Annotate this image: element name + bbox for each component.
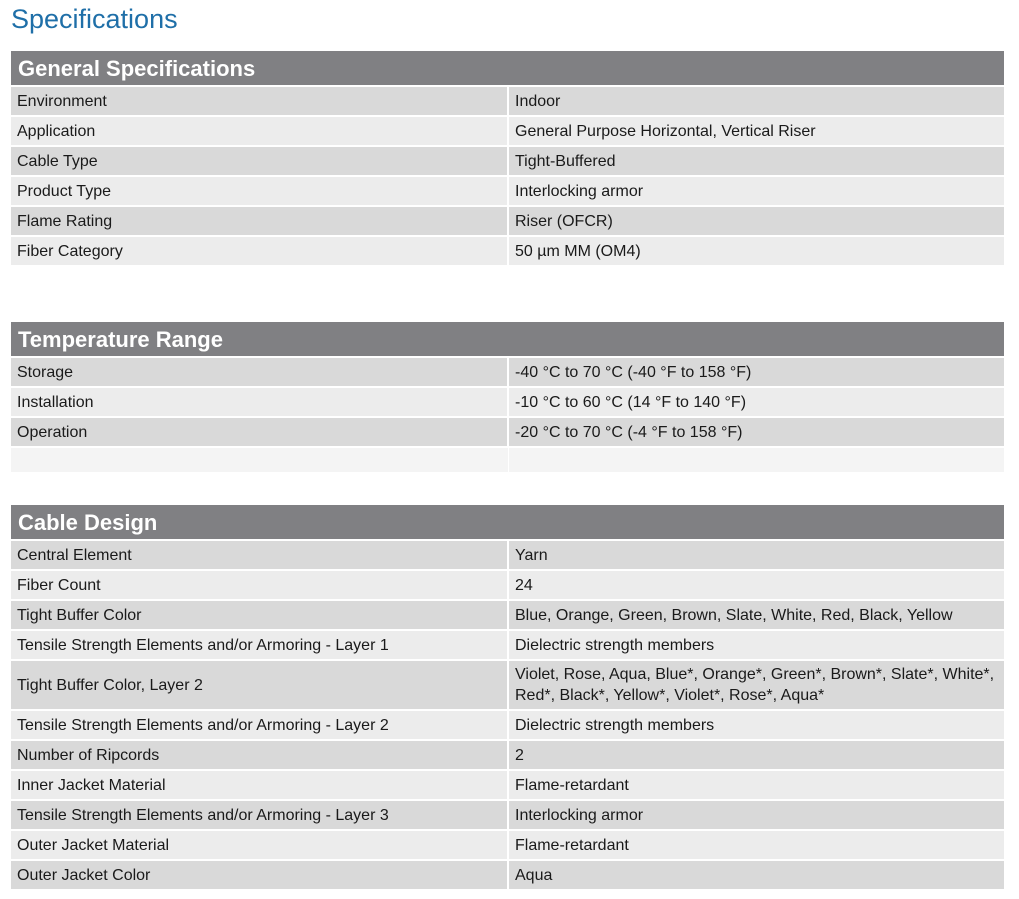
spec-table: [11, 87, 1004, 267]
spec-label: Tight Buffer Color: [11, 600, 508, 630]
spec-label: Installation: [11, 387, 508, 417]
spec-value: Tight-Buffered: [508, 146, 1004, 176]
spec-value: Indoor: [508, 87, 1004, 116]
spec-table: [11, 541, 1004, 891]
table-row: [11, 710, 1004, 740]
spec-label: Number of Ripcords: [11, 740, 508, 770]
table-row: [11, 570, 1004, 600]
spec-value: 24: [508, 570, 1004, 600]
spec-label: Fiber Count: [11, 570, 508, 600]
table-row: [11, 800, 1004, 830]
table-row: [11, 87, 1004, 116]
spec-label: Central Element: [11, 541, 508, 570]
section-temperature-range: [11, 322, 1004, 474]
spec-label: Operation: [11, 417, 508, 447]
spacer-cell: [508, 447, 1004, 473]
table-row: [11, 541, 1004, 570]
spec-value: Flame-retardant: [508, 830, 1004, 860]
table-row: [11, 860, 1004, 890]
spec-label: Application: [11, 116, 508, 146]
table-row: [11, 630, 1004, 660]
spec-value: General Purpose Horizontal, Vertical Riser: [508, 116, 1004, 146]
table-row: [11, 358, 1004, 387]
table-row: [11, 146, 1004, 176]
spec-label: Flame Rating: [11, 206, 508, 236]
spec-label: Storage: [11, 358, 508, 387]
spec-value: Yarn: [508, 541, 1004, 570]
spec-label: Outer Jacket Color: [11, 860, 508, 890]
table-row: [11, 740, 1004, 770]
spec-value: Dielectric strength members: [508, 710, 1004, 740]
section-header: General Specifications: [11, 51, 1004, 87]
table-row: [11, 660, 1004, 710]
spec-value: Violet, Rose, Aqua, Blue*, Orange*, Green*, Brown*, Slate*, White*, Red*, Black*, Yellow*, Violet*, Rose*, Aqua*: [508, 660, 1004, 710]
section-header: Cable Design: [11, 505, 1004, 541]
table-row-spacer: [11, 447, 1004, 473]
spec-label: Tensile Strength Elements and/or Armoring - Layer 3: [11, 800, 508, 830]
spec-value: 2: [508, 740, 1004, 770]
page-title: Specifications: [11, 4, 178, 34]
spec-table: [11, 358, 1004, 474]
table-row: [11, 176, 1004, 206]
section-general-specifications: [11, 51, 1004, 267]
spec-value: Aqua: [508, 860, 1004, 890]
spacer-cell: [11, 447, 508, 473]
table-row: [11, 417, 1004, 447]
spec-label: Environment: [11, 87, 508, 116]
spec-value: -10 °C to 60 °C (14 °F to 140 °F): [508, 387, 1004, 417]
table-row: [11, 236, 1004, 266]
section-cable-design: [11, 505, 1004, 891]
spec-value: Interlocking armor: [508, 800, 1004, 830]
spec-value: Dielectric strength members: [508, 630, 1004, 660]
spec-label: Fiber Category: [11, 236, 508, 266]
spec-label: Outer Jacket Material: [11, 830, 508, 860]
table-row: [11, 387, 1004, 417]
spec-label: Tight Buffer Color, Layer 2: [11, 660, 508, 710]
spec-value: -20 °C to 70 °C (-4 °F to 158 °F): [508, 417, 1004, 447]
spec-value: Flame-retardant: [508, 770, 1004, 800]
spec-value: Blue, Orange, Green, Brown, Slate, White, Red, Black, Yellow: [508, 600, 1004, 630]
table-row: [11, 116, 1004, 146]
spec-value: Interlocking armor: [508, 176, 1004, 206]
spec-label: Cable Type: [11, 146, 508, 176]
table-row: [11, 206, 1004, 236]
spec-label: Tensile Strength Elements and/or Armoring - Layer 1: [11, 630, 508, 660]
spec-value: -40 °C to 70 °C (-40 °F to 158 °F): [508, 358, 1004, 387]
spec-label: Tensile Strength Elements and/or Armoring - Layer 2: [11, 710, 508, 740]
spec-label: Inner Jacket Material: [11, 770, 508, 800]
spec-label: Product Type: [11, 176, 508, 206]
section-header: Temperature Range: [11, 322, 1004, 358]
table-row: [11, 830, 1004, 860]
table-row: [11, 770, 1004, 800]
spec-value: Riser (OFCR): [508, 206, 1004, 236]
spec-value: 50 µm MM (OM4): [508, 236, 1004, 266]
table-row: [11, 600, 1004, 630]
